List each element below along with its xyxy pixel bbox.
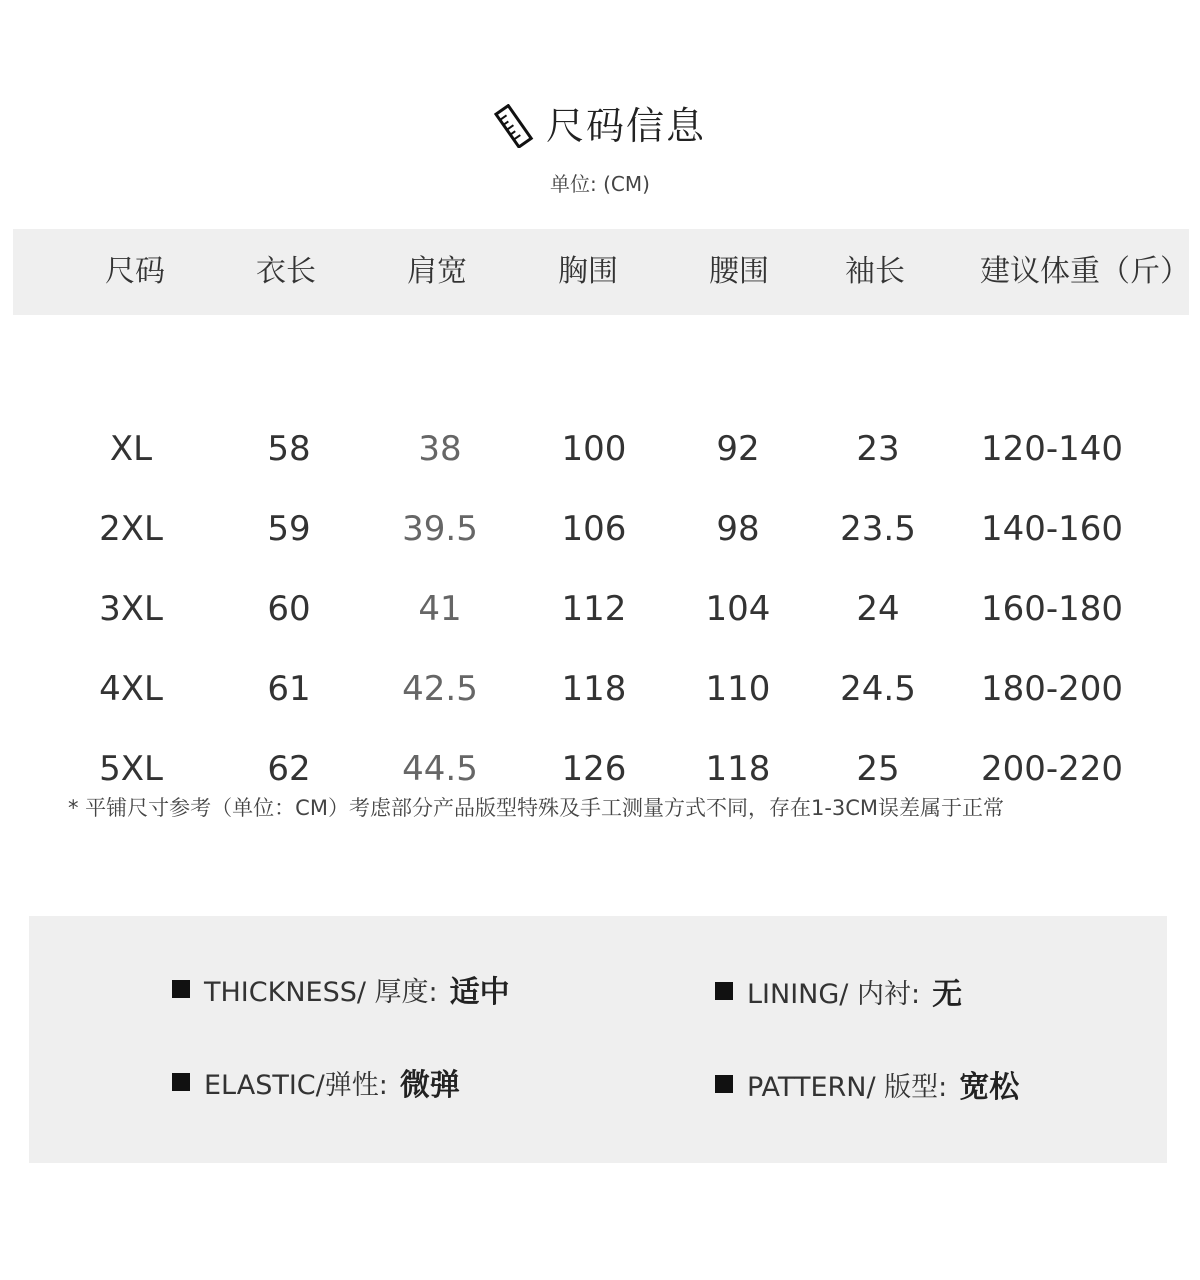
cell-weight: 140-160 — [981, 509, 1124, 549]
cell-sleeve: 25 — [856, 749, 900, 789]
cell-size: 4XL — [99, 669, 163, 709]
header-chest: 胸围 — [558, 254, 618, 289]
table-header — [13, 229, 1189, 315]
header-length: 衣长 — [256, 254, 316, 289]
cell-size: 5XL — [99, 749, 163, 789]
cell-length: 62 — [267, 749, 311, 789]
cell-shoulder: 42.5 — [402, 669, 478, 709]
header-size: 尺码 — [105, 254, 165, 289]
cell-weight: 180-200 — [981, 669, 1124, 709]
cell-waist: 98 — [716, 509, 760, 549]
cell-length: 61 — [267, 669, 311, 709]
table-row — [13, 409, 1189, 489]
cell-length: 60 — [267, 589, 311, 629]
attribute-thickness — [172, 969, 510, 1009]
cell-weight: 160-180 — [981, 589, 1124, 629]
table-row — [13, 649, 1189, 729]
square-bullet-icon — [172, 1073, 190, 1091]
attribute-value: 无 — [932, 977, 963, 1012]
square-bullet-icon — [715, 982, 733, 1000]
cell-waist: 118 — [705, 749, 771, 789]
table-row — [13, 489, 1189, 569]
cell-shoulder: 39.5 — [402, 509, 478, 549]
cell-chest: 112 — [561, 589, 627, 629]
attribute-value: 微弹 — [399, 1068, 460, 1103]
header-waist: 腰围 — [709, 254, 769, 289]
cell-weight: 200-220 — [981, 749, 1124, 789]
cell-chest: 106 — [561, 509, 627, 549]
attribute-value: 适中 — [449, 975, 510, 1010]
header-sleeve: 袖长 — [845, 254, 905, 289]
attribute-value: 宽松 — [959, 1070, 1020, 1105]
cell-shoulder: 44.5 — [402, 749, 478, 789]
square-bullet-icon — [715, 1075, 733, 1093]
cell-waist: 110 — [705, 669, 771, 709]
header-weight: 建议体重（斤） — [980, 254, 1190, 289]
table-body — [13, 315, 1189, 789]
page-title: 尺码信息 — [545, 104, 706, 148]
cell-length: 58 — [267, 429, 311, 469]
ruler-icon — [494, 104, 534, 148]
cell-sleeve: 23 — [856, 429, 900, 469]
cell-chest: 100 — [561, 429, 627, 469]
cell-length: 59 — [267, 509, 311, 549]
attribute-label: THICKNESS/ 厚度: — [204, 976, 438, 1008]
cell-waist: 104 — [705, 589, 771, 629]
attribute-lining — [715, 971, 962, 1011]
cell-shoulder: 41 — [418, 589, 462, 629]
size-info-header — [0, 96, 1200, 156]
square-bullet-icon — [172, 980, 190, 998]
attribute-label: LINING/ 内衬: — [747, 978, 921, 1010]
cell-chest: 118 — [561, 669, 627, 709]
cell-sleeve: 23.5 — [840, 509, 916, 549]
cell-waist: 92 — [716, 429, 760, 469]
attribute-label: ELASTIC/弹性: — [204, 1069, 388, 1101]
cell-weight: 120-140 — [981, 429, 1124, 469]
cell-sleeve: 24 — [856, 589, 900, 629]
attribute-pattern — [715, 1064, 1019, 1104]
cell-size: XL — [109, 429, 153, 469]
attribute-elastic — [172, 1062, 460, 1102]
cell-sleeve: 24.5 — [840, 669, 916, 709]
cell-size: 3XL — [99, 589, 163, 629]
measurement-note: * 平铺尺寸参考（单位：CM）考虑部分产品版型特殊及手工测量方式不同，存在1-3CM误差属于正常 — [68, 796, 1005, 820]
table-row — [13, 569, 1189, 649]
attribute-label: PATTERN/ 版型: — [747, 1071, 948, 1103]
cell-chest: 126 — [561, 749, 627, 789]
size-table — [13, 229, 1190, 789]
cell-size: 2XL — [99, 509, 163, 549]
header-shoulder: 肩宽 — [407, 254, 467, 289]
unit-label: 单位: (CM) — [550, 172, 650, 196]
cell-shoulder: 38 — [418, 429, 462, 469]
product-attributes — [29, 916, 1167, 1163]
